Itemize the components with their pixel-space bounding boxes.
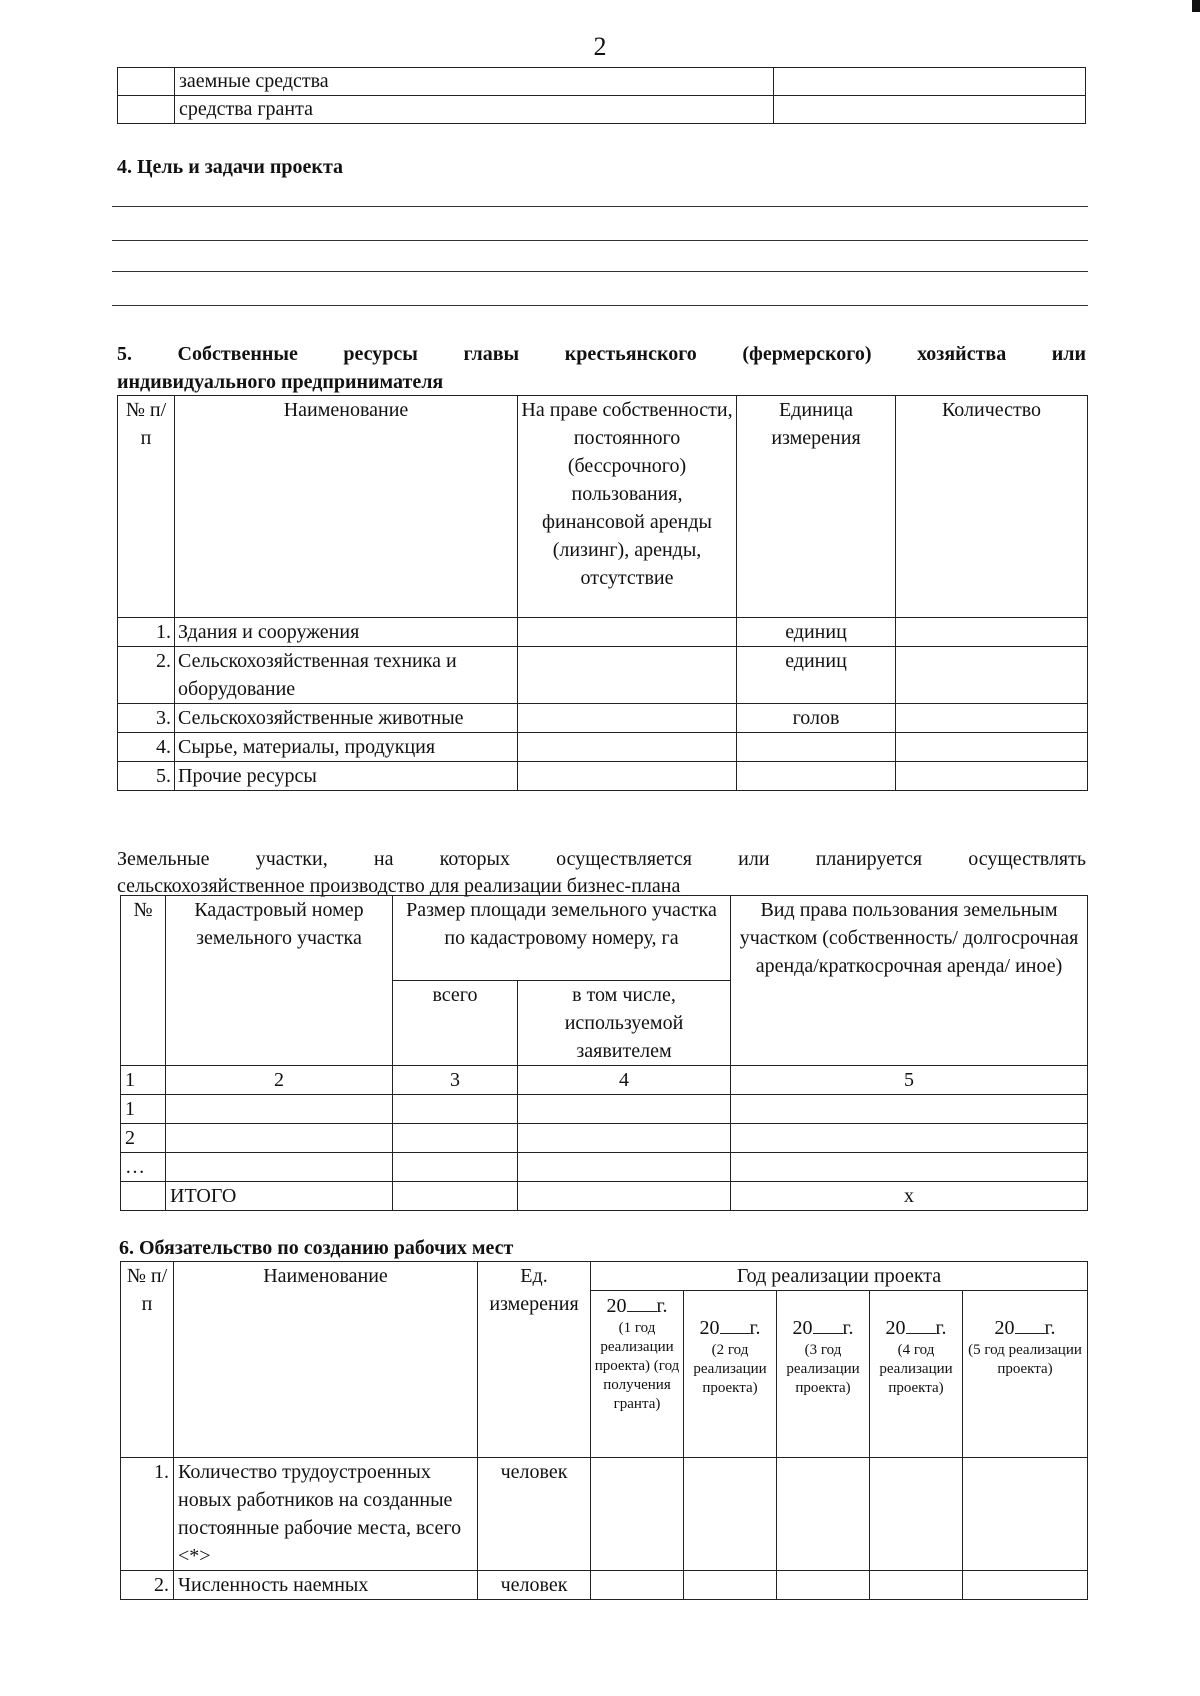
cell-funding-source: заемные средства xyxy=(175,68,774,96)
table-row: … xyxy=(121,1153,1088,1182)
cell-funding-source: средства гранта xyxy=(175,96,774,124)
total-row: ИТОГО x xyxy=(121,1182,1088,1211)
land-intro-cont: сельскохозяйственное производство для реализации бизнес-плана xyxy=(117,875,681,897)
table-row: 1. Количество трудоустроенных новых работников на созданные постоянные рабочие места, всего <*> человек xyxy=(121,1458,1088,1571)
answer-line xyxy=(112,240,1088,241)
answer-line xyxy=(112,305,1088,306)
header-right: На праве собственности, постоянного (бессрочного) пользования, финансовой аренды (лизинг), аренды, отсутствие xyxy=(518,396,737,618)
jobs-table xyxy=(120,1261,1088,1600)
header-year-4: 20 г. (4 год реализации проекта) xyxy=(870,1291,963,1458)
table-row: 5. Прочие ресурсы xyxy=(118,762,1088,791)
header-right: Вид права пользования земельным участком (собственность/ долгосрочная аренда/краткосрочная аренда/ иное) xyxy=(731,896,1088,1066)
header-year-2: 20 г. (2 год реализации проекта) xyxy=(684,1291,777,1458)
header-area: Размер площади земельного участка по кадастровому номеру, га xyxy=(393,896,731,981)
table-row xyxy=(118,96,1086,124)
header-cadastral: Кадастровый номер земельного участка xyxy=(166,896,393,1066)
resources-table xyxy=(117,395,1088,791)
table-row: 3. Сельскохозяйственные животные голов xyxy=(118,704,1088,733)
header-num: № п/п xyxy=(121,1262,174,1458)
header-num: № xyxy=(121,896,166,1066)
table-row: 1 xyxy=(121,1095,1088,1124)
header-name: Наименование xyxy=(175,396,518,618)
header-years: Год реализации проекта xyxy=(591,1262,1088,1291)
header-area-used: в том числе, используемой заявителем xyxy=(518,981,731,1066)
header-num: № п/п xyxy=(118,396,175,618)
table-row: 2. Сельскохозяйственная техника и оборудование единиц xyxy=(118,647,1088,704)
table-header-row xyxy=(121,1262,1088,1291)
header-year-3: 20 г. (3 год реализации проекта) xyxy=(777,1291,870,1458)
funding-table xyxy=(117,67,1086,124)
section-6-title: 6. Обязательство по созданию рабочих мест xyxy=(119,1237,514,1259)
section-5-title: 5. Собственные ресурсы главы крестьянского (фермерского) хозяйства или xyxy=(117,343,1086,365)
header-unit: Ед. измерения xyxy=(478,1262,591,1458)
answer-line xyxy=(112,271,1088,272)
section-5-title-cont: индивидуального предпринимателя xyxy=(117,371,444,393)
table-row: 2. Численность наемных человек xyxy=(121,1571,1088,1600)
table-row: 1. Здания и сооружения единиц xyxy=(118,618,1088,647)
table-row: 4. Сырье, материалы, продукция xyxy=(118,733,1088,762)
header-year-5: 20 г. (5 год реализации проекта) xyxy=(963,1291,1088,1458)
land-table xyxy=(120,895,1088,1211)
table-header-row xyxy=(118,396,1088,618)
header-qty: Количество xyxy=(896,396,1088,618)
header-area-total: всего xyxy=(393,981,518,1066)
section-4-title: 4. Цель и задачи проекта xyxy=(117,156,344,178)
header-year-1: 20 г. (1 год реализации проекта) (год получения гранта) xyxy=(591,1291,684,1458)
table-row: 2 xyxy=(121,1124,1088,1153)
page-number: 2 xyxy=(593,32,607,61)
scan-mark xyxy=(1192,0,1200,12)
land-intro: Земельные участки, на которых осуществляется или планируется осуществлять xyxy=(117,848,1086,870)
table-row xyxy=(118,68,1086,96)
header-unit: Единица измерения xyxy=(737,396,896,618)
table-header-row xyxy=(121,896,1088,981)
column-numbers-row: 1 2 3 4 5 xyxy=(121,1066,1088,1095)
answer-line xyxy=(112,206,1088,207)
header-name: Наименование xyxy=(174,1262,478,1458)
